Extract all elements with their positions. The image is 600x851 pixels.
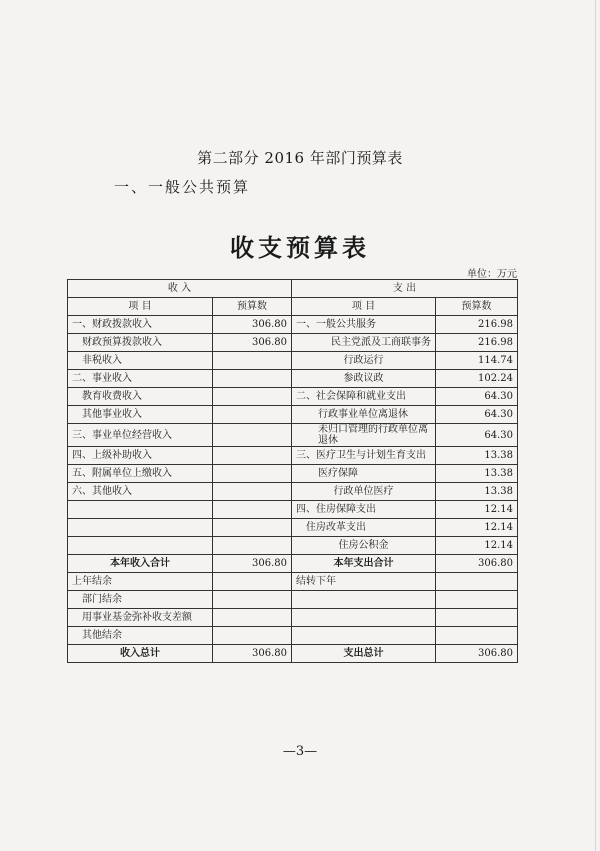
income-value (213, 465, 292, 483)
budget-table (67, 279, 518, 663)
expense-value: 64.30 (436, 388, 518, 406)
expense-label (292, 609, 436, 627)
income-label: 用事业基金弥补收支差额 (68, 609, 213, 627)
table-row (68, 537, 518, 555)
income-label (68, 519, 213, 537)
table-header-row (68, 280, 518, 298)
income-value (213, 591, 292, 609)
income-value (213, 388, 292, 406)
table-row (68, 465, 518, 483)
income-label (68, 501, 213, 519)
table-row (68, 352, 518, 370)
income-value (213, 573, 292, 591)
income-value (213, 519, 292, 537)
income-label: 其他事业收入 (68, 406, 213, 424)
income-value (213, 537, 292, 555)
part-title: 第二部分 2016 年部门预算表 (197, 149, 403, 167)
table-row (68, 591, 518, 609)
expense-header: 支 出 (292, 280, 518, 298)
expense-value (436, 609, 518, 627)
income-value: 306.80 (213, 334, 292, 352)
expense-label: 一、一般公共服务 (292, 316, 436, 334)
income-value (213, 483, 292, 501)
expense-label: 行政运行 (292, 352, 436, 370)
expense-subtotal-value: 306.80 (436, 555, 518, 573)
income-label: 二、事业收入 (68, 370, 213, 388)
income-value (213, 447, 292, 465)
page-edge (595, 0, 596, 851)
table-row (68, 334, 518, 352)
table-row (68, 573, 518, 591)
income-header: 收 入 (68, 280, 292, 298)
section-title: 一、一般公共预算 (114, 178, 251, 196)
income-label: 五、附属单位上缴收入 (68, 465, 213, 483)
income-value (213, 424, 292, 447)
income-label: 六、其他收入 (68, 483, 213, 501)
income-label: 三、事业单位经营收入 (68, 424, 213, 447)
expense-value: 64.30 (436, 406, 518, 424)
income-value (213, 406, 292, 424)
income-label: 四、上级补助收入 (68, 447, 213, 465)
col-amount-expense: 预算数 (436, 298, 518, 316)
table-row (68, 406, 518, 424)
column-header-row (68, 298, 518, 316)
income-value: 306.80 (213, 316, 292, 334)
table-row (68, 316, 518, 334)
expense-label: 民主党派及工商联事务 (292, 334, 436, 352)
income-label: 部门结余 (68, 591, 213, 609)
expense-value (436, 627, 518, 645)
expense-value: 12.14 (436, 537, 518, 555)
income-label: 非税收入 (68, 352, 213, 370)
expense-value: 216.98 (436, 316, 518, 334)
expense-value: 13.38 (436, 483, 518, 501)
income-subtotal-label: 本年收入合计 (68, 555, 213, 573)
income-value (213, 627, 292, 645)
col-item-income: 项 目 (68, 298, 213, 316)
expense-label: 行政事业单位离退休 (292, 406, 436, 424)
expense-value: 13.38 (436, 465, 518, 483)
expense-value: 12.14 (436, 519, 518, 537)
expense-label: 四、住房保障支出 (292, 501, 436, 519)
expense-value: 12.14 (436, 501, 518, 519)
col-amount-income: 预算数 (213, 298, 292, 316)
table-row (68, 483, 518, 501)
table-row (68, 627, 518, 645)
subtotal-row (68, 555, 518, 573)
income-value (213, 609, 292, 627)
income-label: 财政预算拨款收入 (68, 334, 213, 352)
income-value (213, 501, 292, 519)
expense-label: 二、社会保障和就业支出 (292, 388, 436, 406)
expense-value: 13.38 (436, 447, 518, 465)
income-label: 一、财政拨款收入 (68, 316, 213, 334)
expense-label (292, 627, 436, 645)
expense-label: 行政单位医疗 (292, 483, 436, 501)
expense-subtotal-label: 本年支出合计 (292, 555, 436, 573)
unit-label: 单位：万元 (467, 269, 517, 280)
income-subtotal-value: 306.80 (213, 555, 292, 573)
expense-label: 参政议政 (292, 370, 436, 388)
income-total-value: 306.80 (213, 645, 292, 663)
expense-label: 医疗保障 (292, 465, 436, 483)
table-row (68, 519, 518, 537)
expense-value: 216.98 (436, 334, 518, 352)
expense-label: 住房改革支出 (292, 519, 436, 537)
page-number: —3— (282, 744, 318, 759)
table-row (68, 609, 518, 627)
table-row (68, 501, 518, 519)
income-label (68, 537, 213, 555)
table-row (68, 370, 518, 388)
expense-value: 102.24 (436, 370, 518, 388)
expense-label: 结转下年 (292, 573, 436, 591)
total-row (68, 645, 518, 663)
income-value (213, 370, 292, 388)
col-item-expense: 项 目 (292, 298, 436, 316)
expense-label (292, 591, 436, 609)
expense-total-value: 306.80 (436, 645, 518, 663)
expense-value: 64.30 (436, 424, 518, 447)
expense-value: 114.74 (436, 352, 518, 370)
table-title: 收支预算表 (230, 233, 370, 262)
expense-label: 未归口管理的行政单位离退休 (292, 424, 436, 447)
expense-value (436, 591, 518, 609)
expense-label: 三、医疗卫生与计划生育支出 (292, 447, 436, 465)
table-row (68, 424, 518, 447)
income-label: 其他结余 (68, 627, 213, 645)
expense-total-label: 支出总计 (292, 645, 436, 663)
income-label: 上年结余 (68, 573, 213, 591)
table-row (68, 447, 518, 465)
expense-value (436, 573, 518, 591)
table-row (68, 388, 518, 406)
income-label: 教育收费收入 (68, 388, 213, 406)
income-total-label: 收入总计 (68, 645, 213, 663)
income-value (213, 352, 292, 370)
expense-label: 住房公积金 (292, 537, 436, 555)
